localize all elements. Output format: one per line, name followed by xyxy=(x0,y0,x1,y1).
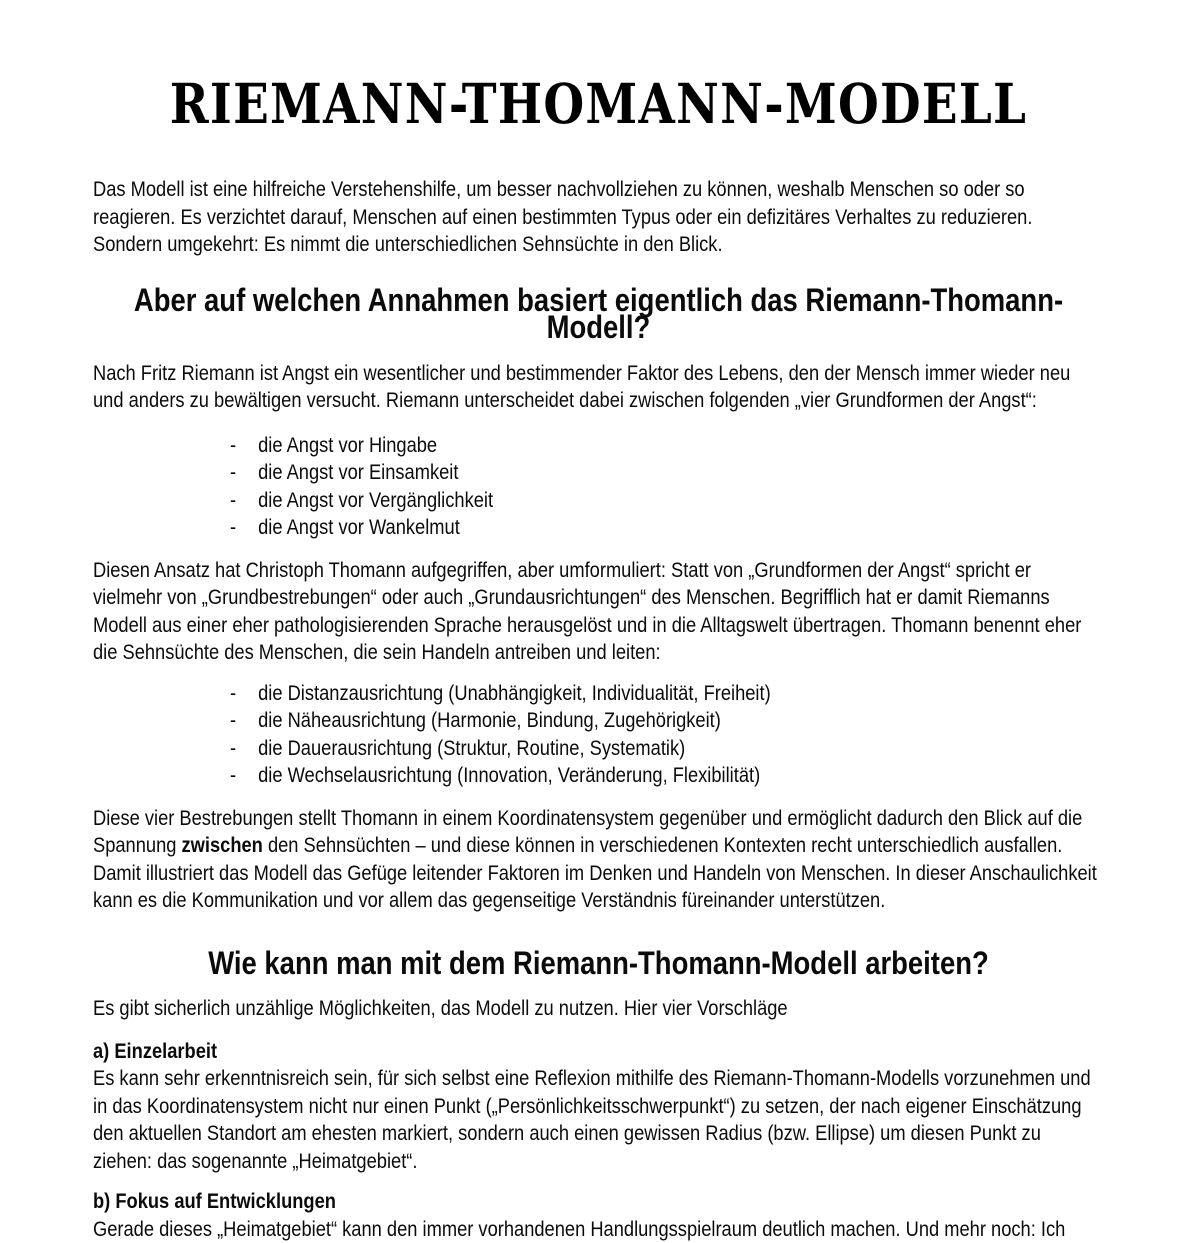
page-title: RIEMANN-THOMANN-MODELL xyxy=(93,78,1104,130)
entwicklungen-block xyxy=(93,1188,1104,1243)
dash-bullet: - xyxy=(230,514,258,542)
ausrichtung-list xyxy=(93,680,1104,790)
dash-bullet: - xyxy=(230,680,258,708)
list-item-label: die Angst vor Vergänglichkeit xyxy=(258,487,493,515)
dash-bullet: - xyxy=(230,762,258,790)
list-item-label: die Dauerausrichtung (Struktur, Routine, Systematik) xyxy=(258,735,685,763)
list-item xyxy=(93,432,1104,460)
list-item-label: die Distanzausrichtung (Unabhängigkeit, Individualität, Freiheit) xyxy=(258,680,771,708)
riemann-paragraph: Nach Fritz Riemann ist Angst ein wesentlicher und bestimmender Faktor des Lebens, den der Mensch immer wieder neu und anders zu bewältigen versucht. Riemann unterscheidet dabei zwischen folgenden „vier Grundformen der Angst“: xyxy=(93,360,1104,415)
koordinaten-bold-word: zwischen xyxy=(182,833,263,857)
list-item xyxy=(93,487,1104,515)
heading-arbeiten: Wie kann man mit dem Riemann-Thomann-Modell arbeiten? xyxy=(93,950,1104,978)
entwicklungen-text: Gerade dieses „Heimatgebiet“ kann den immer vorhandenen Handlungsspielraum deutlich machen. Und mehr noch: Ich xyxy=(93,1216,1104,1243)
list-item-label: die Angst vor Wankelmut xyxy=(258,514,460,542)
dash-bullet: - xyxy=(230,459,258,487)
list-item xyxy=(93,459,1104,487)
list-item-label: die Angst vor Einsamkeit xyxy=(258,459,458,487)
dash-bullet: - xyxy=(230,707,258,735)
dash-bullet: - xyxy=(230,487,258,515)
entwicklungen-heading: b) Fokus auf Entwicklungen xyxy=(93,1188,1104,1216)
list-item xyxy=(93,707,1104,735)
list-item xyxy=(93,514,1104,542)
document-content xyxy=(93,78,1104,1243)
list-item-label: die Näheausrichtung (Harmonie, Bindung, Zugehörigkeit) xyxy=(258,707,721,735)
intro-paragraph: Das Modell ist eine hilfreiche Verstehenshilfe, um besser nachvollziehen zu können, weshalb Menschen so oder so reagieren. Es verzichtet darauf, Menschen auf einen bestimmten Typus oder ein defizitäres Verhaltes zu reduzieren. Sondern umgekehrt: Es nimmt die unterschiedlichen Sehnsüchte in den Blick. xyxy=(93,176,1104,259)
thomann-paragraph: Diesen Ansatz hat Christoph Thomann aufgegriffen, aber umformuliert: Statt von „Grundformen der Angst“ spricht er vielmehr von „Grundbestrebungen“ oder auch „Grundausrichtungen“ des Menschen. Begrifflich hat er damit Riemanns Modell aus einer eher pathologisierenden Sprache herausgelöst und in die Alltagswelt übertragen. Thomann benennt eher die Sehnsüchte des Menschen, die sein Handeln antreiben und leiten: xyxy=(93,557,1104,667)
list-item xyxy=(93,735,1104,763)
list-item-label: die Wechselausrichtung (Innovation, Veränderung, Flexibilität) xyxy=(258,762,760,790)
dash-bullet: - xyxy=(230,432,258,460)
heading-annahmen: Aber auf welchen Annahmen basiert eigentlich das Riemann-Thomann-Modell? xyxy=(93,287,1104,342)
koordinaten-text-after: den Sehnsüchten – und diese können in verschiedenen Kontexten recht unterschiedlich ausfallen. Damit illustriert das Modell das Gefüge leitender Faktoren im Denken und Handeln von Menschen. In dieser Anschaulichkeit kann es die Kommunikation und vor allem das gegenseitige Verständnis füreinander unterstützen. xyxy=(93,833,1097,912)
einzelarbeit-heading: a) Einzelarbeit xyxy=(93,1038,1104,1066)
dash-bullet: - xyxy=(230,735,258,763)
angst-list xyxy=(93,432,1104,542)
list-item-label: die Angst vor Hingabe xyxy=(258,432,437,460)
koordinaten-text-before: Diese vier Bestrebungen stellt Thomann in einem Koordinatensystem gegenüber und ermöglicht dadurch den Blick auf die Spannung xyxy=(93,806,1082,858)
koordinaten-paragraph xyxy=(93,805,1104,915)
list-item xyxy=(93,680,1104,708)
einzelarbeit-text: Es kann sehr erkenntnisreich sein, für sich selbst eine Reflexion mithilfe des Riemann-Thomann-Modells vorzunehmen und in das Koordinatensystem nicht nur einen Punkt („Persönlichkeitsschwerpunkt“) zu setzen, der nach eigener Einschätzung den aktuellen Standort am ehesten markiert, sondern auch einen gewissen Radius (bzw. Ellipse) um diesen Punkt zu ziehen: das sogenannte „Heimatgebiet“. xyxy=(93,1065,1104,1175)
moeglichkeiten-paragraph: Es gibt sicherlich unzählige Möglichkeiten, das Modell zu nutzen. Hier vier Vorschläge xyxy=(93,995,1104,1023)
list-item xyxy=(93,762,1104,790)
einzelarbeit-block xyxy=(93,1038,1104,1176)
